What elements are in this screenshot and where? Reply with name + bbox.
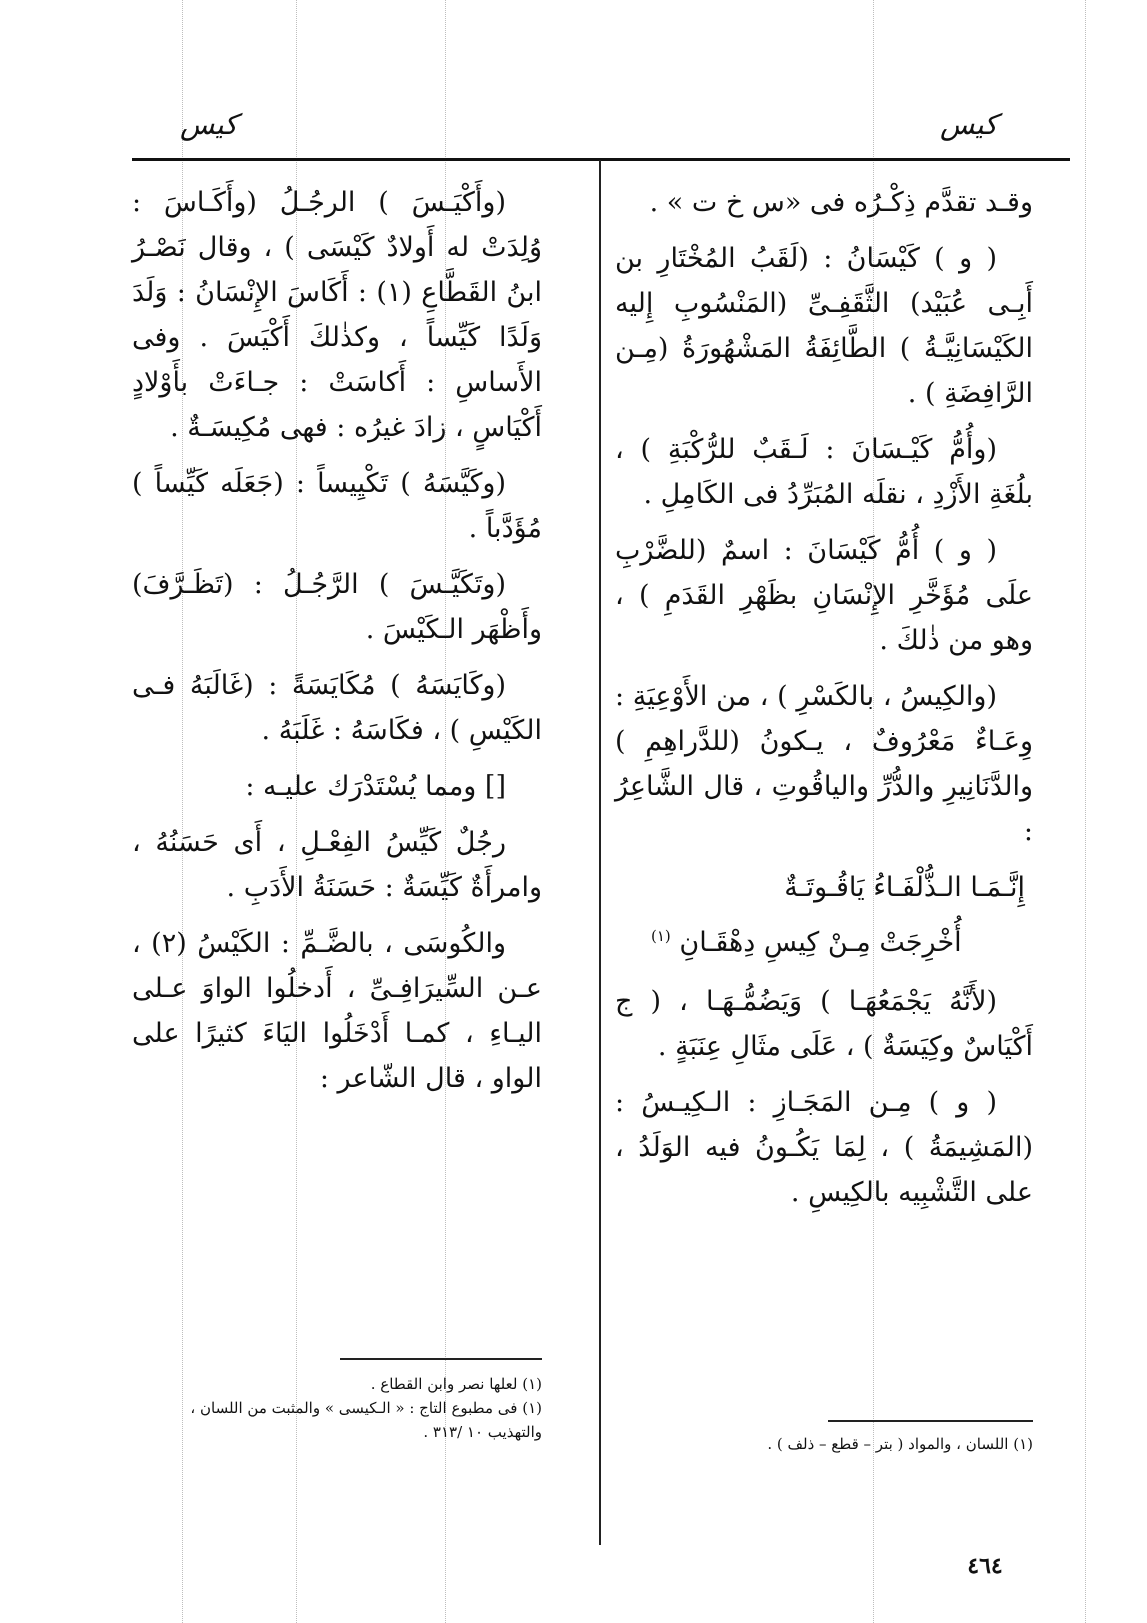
- poem-line: [615, 914, 1033, 965]
- paragraph: (وتَكَيَّـسَ ) الرَّجُـلُ : (تَظَـرَّفَ) وأَظْهَر الـكَيْسَ .: [132, 569, 542, 645]
- paragraph: (والكِيسُ ، بالكَسْرِ ) ، من الأَوْعِيَةِ : وِعَـاءٌ مَعْرُوفٌ ، يـكونُ (للدَّراهِمِ ) والدَّنَانِيرِ والدُّرِّ والياقُوتِ ، قال الشَّاعِرُ :: [615, 681, 1033, 847]
- paragraph: والكُوسَى ، بالضَّـمِّ : الكَيْسُ (٢) ، عـن السِّيرَافِـىِّ ، أَدخلُوا الواوَ عـلى اليـاءِ ، كمـا أَدْخَلُوا اليَاءَ كثيرًا على الواو ، قال الشّاعر :: [132, 928, 542, 1094]
- paragraph: (لأَنَّهُ يَجْمَعُهَـا ) وَيَضُمُّـهَـا ، ( ج أَكْيَاسٌ وكِيَسَةٌ ) ، عَلَى مثَالِ عِنَبَةٍ .: [615, 986, 1033, 1062]
- footnote-marker: (١): [651, 927, 671, 945]
- running-head-left: كيس: [180, 108, 238, 141]
- footnote: (١) فى مطبوع التاج : « الـكيسى » والمثبت من اللسان ، والتهذيب ١٠ /٣١٣ .: [190, 1399, 542, 1441]
- running-head-right: كيس: [940, 108, 998, 141]
- scan-guide-line: [1085, 0, 1086, 1623]
- footnote: (١) لعلها نصر وابن القطاع .: [370, 1375, 542, 1393]
- page-number: ٤٦٤: [967, 1553, 1003, 1579]
- footnote-rule: [340, 1358, 542, 1360]
- footnote-rule: [828, 1420, 1033, 1422]
- paragraph: وقـد تقدَّم ذِكْـرُه فى «س خ ت » .: [649, 187, 1033, 218]
- paragraph: (وأُمُّ كَيْـسَانَ : لَـقَبٌ للرُّكْبَةِ ) ، بلُغَةِ الأَزْدِ ، نقلَه المُبَرِّدُ فى الكَامِلِ .: [615, 434, 1033, 510]
- footnotes-right: [615, 1432, 1033, 1456]
- paragraph: [] ومما يُسْتَدْرَك عليـه :: [245, 771, 506, 802]
- poem-text: أُخْرِجَتْ مِـنْ كِيسِ دِهْقَـانِ: [679, 927, 962, 958]
- paragraph: رجُلٌ كَيِّسُ الفِعْـلِ ، أَى حَسَنُهُ ، وامرأَةٌ كَيِّسَةٌ : حَسَنَةُ الأَدَبِ .: [132, 827, 542, 903]
- footnotes-left: [132, 1372, 542, 1444]
- paragraph: ( و ) أُمُّ كَيْسَانَ : اسمٌ (للضَّرْبِ علَى مُؤَخَّرِ الإِنْسَانِ بظَهْرِ القَدَمِ ) ، وهو من ذٰلكَ .: [615, 535, 1033, 656]
- poem-line: إِنَّـمَـا الـذُّلْفَـاءُ يَاقُـوتَـةٌ: [784, 872, 1025, 903]
- column-divider: [599, 160, 601, 1545]
- paragraph: (وكَايَسَهُ ) مُكَايَسَةً : (غَالَبَهُ فـى الكَيْسِ ) ، فكَاسَهُ : غَلَبَهُ .: [132, 670, 542, 746]
- paragraph: (وأَكْيَـسَ ) الرجُـلُ (وأَكَـاسَ : وُلِدَتْ له أَولادٌ كَيْسَى ) ، وقال نَصْـرُ ابنُ القَطَّاعِ (١) : أَكَاسَ الإِنْسَانُ : وَلَدَ وَلَدًا كَيِّساً ، وكذٰلكَ أَكْيَسَ . وفى الأَساسِ : أَكاسَتْ : جـاءَتْ بأَوْلادٍ أَكْيَاسٍ ، زادَ غيرُه : فهى مُكِيسَـةٌ .: [132, 187, 542, 443]
- paragraph: ( و ) مِـن المَجَـازِ : الـكِيـسُ : (المَشِيمَةُ ) ، لِمَا يَكُـونُ فيه الوَلَدُ ، على التَّشْبِيه بالكِيسِ .: [615, 1087, 1033, 1208]
- right-column: [615, 180, 1033, 1226]
- left-column: [132, 180, 542, 1112]
- header-rule: [132, 158, 1070, 161]
- paragraph: (وكَيَّسَهُ ) تَكْيِيساً : (جَعَلَه كَيِّساً ) مُؤَدَّباً .: [132, 468, 542, 544]
- paragraph: ( و ) كَيْسَانُ : (لَقَبُ المُخْتَارِ بن أَبِـى عُبَيْد) الثَّقَفِـىِّ (المَنْسُوبِ إِليه الكَيْسَانِيَّـةُ ) الطَّائِفَةُ المَشْهُورَةُ (مِـن الرَّافِضَةِ ) .: [615, 243, 1033, 409]
- footnote: (١) اللسان ، والمواد ( بتر – قطع – ذلف ) .: [767, 1435, 1033, 1453]
